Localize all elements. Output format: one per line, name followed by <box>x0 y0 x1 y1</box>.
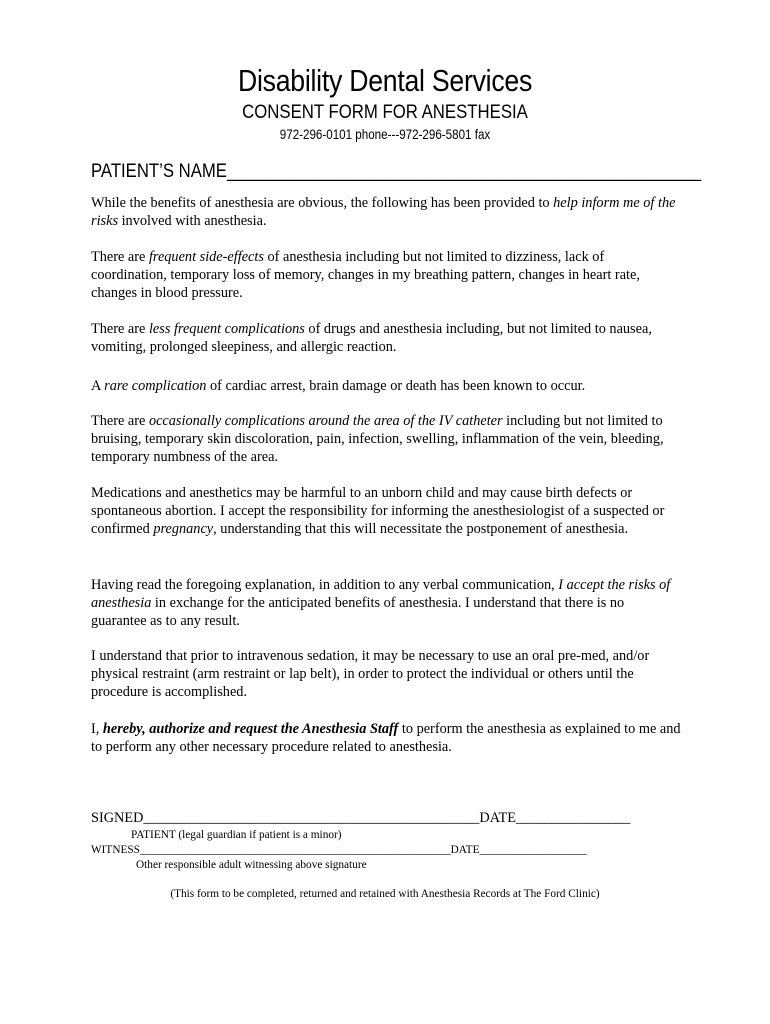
paragraph-authorization: I, hereby, authorize and request the Anesthesia Staff to perform the anesthesia as explained to me and to perform any other necessary procedure related to anesthesia. <box>91 721 681 756</box>
clinic-title: Disability Dental Services <box>237 63 533 98</box>
paragraph-restraint: I understand that prior to intravenous sedation, it may be necessary to use an oral pre-med, and/or physical restraint (arm restraint or lap belt), in order to protect the individual or others until the procedure is accomplished. <box>91 648 650 701</box>
witness-date-line[interactable]: WITNESS_______________________________________________________DATE___________________ <box>91 844 587 856</box>
paragraph-accept-risks: Having read the foregoing explanation, in addition to any verbal communication, I accept the risks of anesthesia in exchange for the anticipated benefits of anesthesia. I understand that there is no guarantee as to any result. <box>91 577 671 630</box>
paragraph-benefits: While the benefits of anesthesia are obvious, the following has been provided to help inform me of the risks involved with anesthesia. <box>91 195 676 230</box>
form-subtitle: CONSENT FORM FOR ANESTHESIA <box>242 101 528 123</box>
paragraph-iv-complications: There are occasionally complications around the area of the IV catheter including but not limited to bruising, temporary skin discoloration, pain, infection, swelling, inflammation of the vein, bleeding, temporary numbness of the area. <box>91 413 664 466</box>
paragraph-less-frequent: There are less frequent complications of drugs and anesthesia including, but not limited to nausea, vomiting, prolonged sleepiness, and allergic reaction. <box>91 321 652 356</box>
paragraph-frequent-side-effects: There are frequent side-effects of anesthesia including but not limited to dizziness, lack of coordination, temporary loss of memory, changes in my breathing pattern, changes in heart rate, changes in blood pressure. <box>91 249 640 302</box>
patient-caption: PATIENT (legal guardian if patient is a minor) <box>131 829 342 841</box>
contact-numbers: 972-296-0101 phone---972-296-5801 fax <box>279 127 491 142</box>
form-footnote: (This form to be completed, returned and retained with Anesthesia Records at The Ford Clinic) <box>170 888 600 900</box>
patient-name-field[interactable]: PATIENT’S NAME___________________________________________________ <box>91 161 702 182</box>
paragraph-pregnancy: Medications and anesthetics may be harmful to an unborn child and may cause birth defects or spontaneous abortion. I accept the responsibility for informing the anesthesiologist of a suspected or confirmed pregnancy, understanding that this will necessitate the postponement of anesthesia. <box>91 485 665 538</box>
witness-caption: Other responsible adult witnessing above signature <box>136 859 367 871</box>
paragraph-rare-complication: A rare complication of cardiac arrest, brain damage or death has been known to occur. <box>91 378 586 394</box>
signed-date-line[interactable]: SIGNED_______________________________________________DATE________________ <box>91 810 631 826</box>
